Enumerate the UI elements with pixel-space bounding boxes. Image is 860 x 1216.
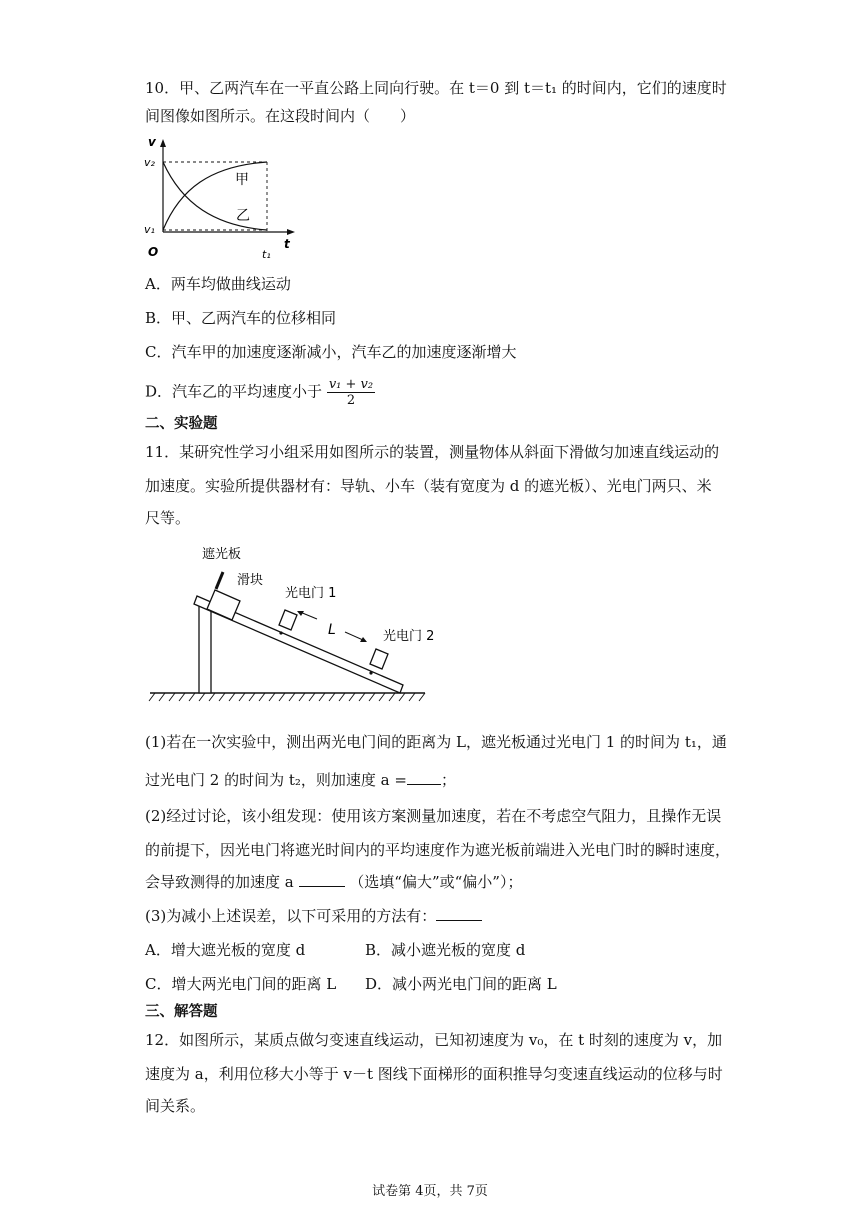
q11-part2-text: 会导致测得的加速度 a (145, 873, 294, 891)
t1-label: t₁ (262, 248, 271, 261)
q10-option-d-text: D．汽车乙的平均速度小于 (145, 382, 323, 401)
q11-part1-text: 过光电门 2 的时间为 t₂，则加速度 a = (145, 771, 407, 789)
q10-option-d (145, 377, 375, 408)
q12-line2: 速度为 a，利用位移大小等于 v－t 图线下面梯形的面积推导匀变速直线运动的位移与时 (145, 1065, 723, 1083)
q12-line1: 12．如图所示，某质点做匀变速直线运动，已知初速度为 v₀，在 t 时刻的速度为 v，加 (145, 1031, 723, 1049)
q11-option-b: B．减小遮光板的宽度 d (365, 941, 526, 959)
gate1-label: 光电门 1 (285, 586, 337, 601)
q12-line3: 间关系。 (145, 1097, 206, 1115)
answer-blank-3[interactable] (436, 906, 482, 921)
q10-vt-graph (140, 134, 310, 266)
q10-option-b: B．甲、乙两汽车的位移相同 (145, 309, 337, 327)
q11-options-row2 (145, 974, 336, 994)
curve-jia (163, 162, 267, 230)
section-heading-experiment: 二、实验题 (145, 416, 218, 432)
q11-part1-line1: (1)若在一次实验中，测出两光电门间的距离为 L，遮光板通过光电门 1 的时间为 t₁，通 (145, 733, 727, 751)
answer-blank-1[interactable] (407, 770, 441, 785)
v2-label: v₂ (144, 156, 155, 169)
q10-option-a: A．两车均做曲线运动 (145, 275, 291, 293)
v1-label: v₁ (144, 223, 155, 236)
yi-label: 乙 (236, 208, 250, 224)
jia-label: 甲 (235, 172, 249, 188)
fraction-numerator: v₁ + v₂ (328, 377, 374, 392)
q11-line1: 11．某研究性学习小组采用如图所示的装置，测量物体从斜面下滑做匀加速直线运动的 (145, 443, 720, 461)
q11-apparatus-figure (145, 540, 435, 705)
slider-label: 滑块 (237, 573, 264, 588)
q10-option-c: C．汽车甲的加速度逐渐减小，汽车乙的加速度逐渐增大 (145, 343, 517, 361)
fraction-denominator: 2 (346, 393, 356, 408)
gate2-label: 光电门 2 (383, 629, 435, 644)
shade-plate-label: 遮光板 (202, 547, 242, 562)
q11-option-c: C．增大两光电门间的距离 L (145, 975, 337, 993)
q11-part2-hint: （选填“偏大”或“偏小”）； (349, 873, 523, 891)
q10-line2: 间图像如图所示。在这段时间内（ ） (145, 107, 416, 125)
section-heading-solution: 三、解答题 (145, 1004, 218, 1020)
origin-label: O (148, 245, 159, 259)
q11-option-a: A．增大遮光板的宽度 d (145, 941, 306, 959)
q11-part2-line1: (2)经过讨论，该小组发现：使用该方案测量加速度，若在不考虑空气阻力，且操作无误 (145, 807, 722, 825)
v-axis-label: v (148, 135, 156, 149)
distance-label: L (328, 622, 336, 638)
fraction (327, 377, 375, 408)
q11-line2: 加速度。实验所提供器材有：导轨、小车（装有宽度为 d 的遮光板）、光电门两只、米 (145, 477, 712, 495)
q11-part2-line2: 的前提下，因光电门将遮光时间内的平均速度作为遮光板前端进入光电门时的瞬时速度， (145, 841, 731, 859)
q10-line1: 10．甲、乙两汽车在一平直公路上同向行驶。在 t＝0 到 t＝t₁ 的时间内，它们的速度时 (145, 79, 727, 97)
q11-part3-text: (3)为减小上述误差，以下可采用的方法有： (145, 907, 437, 925)
q11-part1-end: ； (440, 771, 456, 789)
q11-part3-line (145, 906, 482, 926)
page-footer: 试卷第 4页，共 7页 (372, 1184, 488, 1199)
t-axis-label: t (284, 237, 290, 251)
q11-option-d: D．减小两光电门间的距离 L (365, 975, 557, 993)
answer-blank-2[interactable] (299, 872, 345, 887)
q11-line3: 尺等。 (145, 509, 191, 527)
q11-part1-line2 (145, 770, 456, 790)
curve-yi (163, 162, 267, 230)
q11-part2-line3 (145, 872, 522, 892)
q11-options-row1 (145, 940, 305, 960)
